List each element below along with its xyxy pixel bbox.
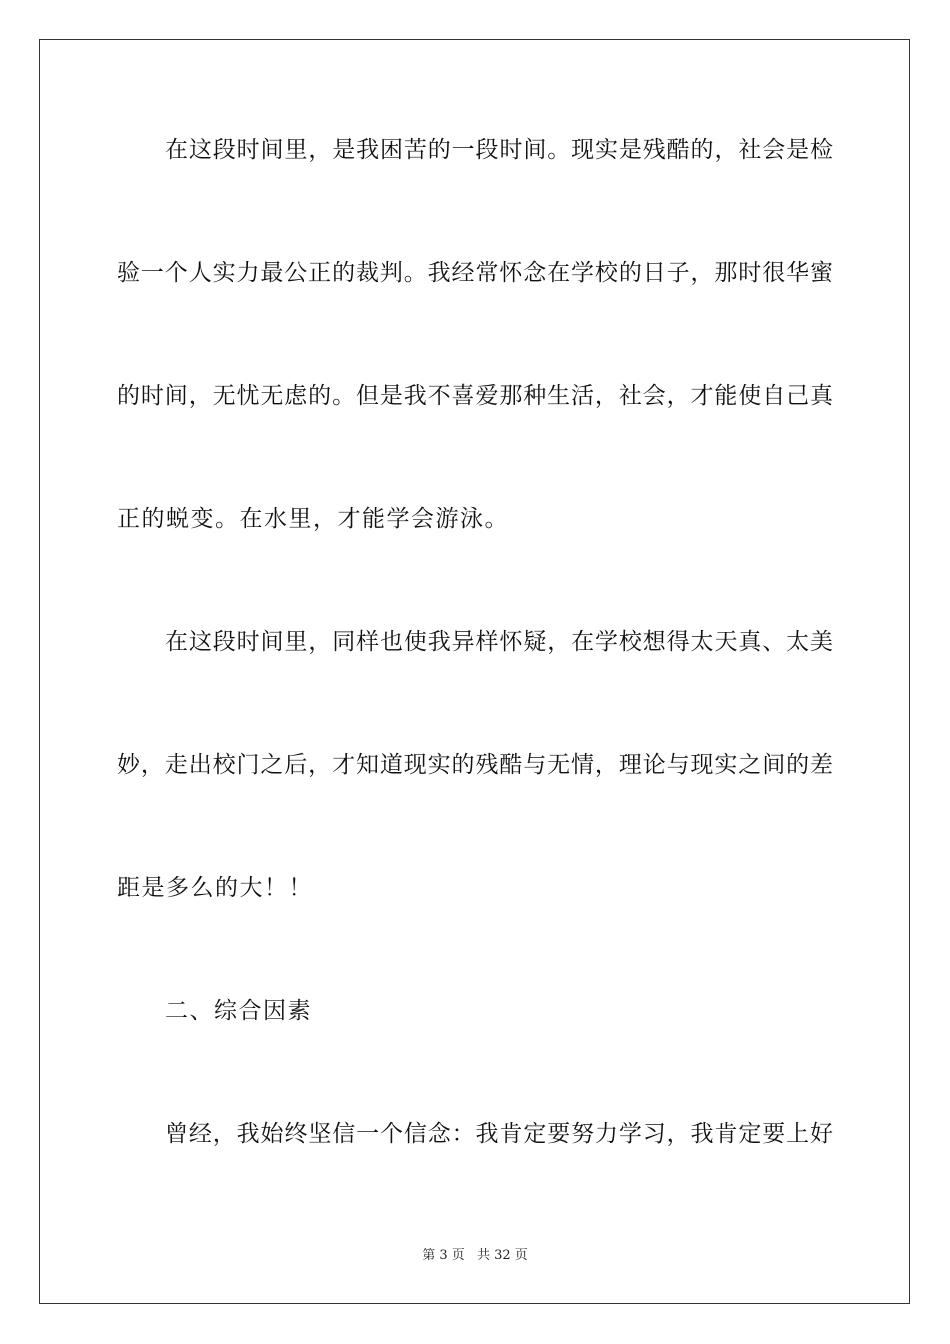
page-footer — [0, 1248, 950, 1264]
paragraph-line: 曾经，我始终坚信一个信念：我肯定要努力学习，我肯定要上好 — [165, 1121, 833, 1147]
paragraph-line: 在这段时间里，同样也使我异样怀疑，在学校想得太天真、太美 — [165, 629, 833, 655]
paragraph-line: 验一个人实力最公正的裁判。我经常怀念在学校的日子，那时很华蜜 — [117, 260, 833, 286]
section-heading: 二、综合因素 — [165, 998, 312, 1024]
page-number: 第 3 页 — [422, 1248, 465, 1263]
paragraph-line: 在这段时间里，是我困苦的一段时间。现实是残酷的，社会是检 — [165, 137, 833, 163]
page-border — [39, 39, 910, 1304]
paragraph-line: 正的蜕变。在水里，才能学会游泳。 — [117, 506, 509, 532]
paragraph-line: 距是多么的大！！ — [117, 875, 313, 901]
paragraph-line: 的时间，无忧无虑的。但是我不喜爱那种生活，社会，才能使自己真 — [117, 383, 833, 409]
paragraph-line: 妙，走出校门之后，才知道现实的残酷与无情，理论与现实之间的差 — [117, 752, 833, 778]
page-total: 共 32 页 — [476, 1248, 528, 1263]
